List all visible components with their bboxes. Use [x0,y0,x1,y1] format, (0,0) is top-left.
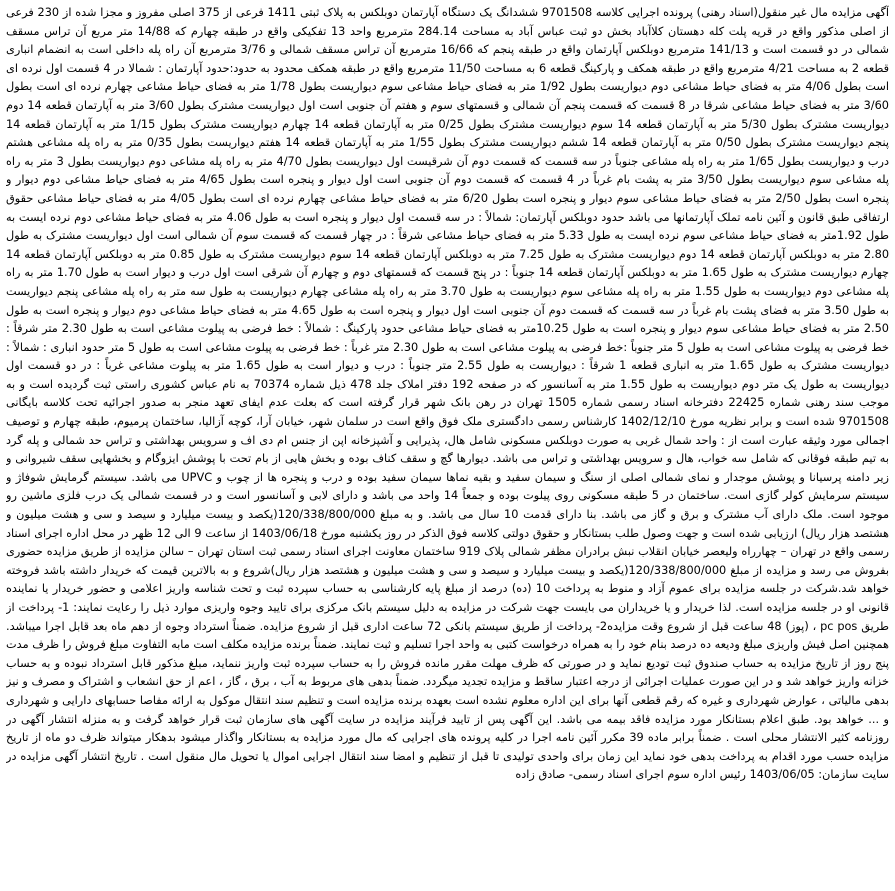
auction-notice-document [6,4,889,887]
auction-notice-body: آگهی مزایده مال غیر منقول(اسناد رهنی) پرونده اجرایی کلاسه 9701508 ششدانگ یک دستگاه آپارتمان دوبلکس به پلاک ثبتی 1411 فرعی از 375 اصلی مفروز و مجزا شده از 230 فرعی از اصلی مذکور واقع در قریه پلت کله دهستان کلاآباد بخش دو ثبت عباس آباد به مساحت 284.14 مترمربع واحد 13 تفکیکی واقع در طبقه چهارم که 14/88 متر مربع آن تراس مسقف شمالی در دو قسمت است و 141/13 مترمربع دوبلکس آپارتمان واقع در طبقه پنجم که 16/66 مترمربع آن تراس مسقف شمالی و 3/76 مترمربع آن راه پله داخلی است به انضمام انباری قطعه 2 به مساحت 4/21 مترمربع واقع در طبقه همکف و پارکینگ قطعه 6 به مساحت 11/50 مترمربع واقع در طبقه همکف محدود به حدود:حدود آپارتمان : شمالا در 4 قسمت اول نرده ای است بطول 4/06 متر به فضای حیاط مشاعی دوم دیواریست بطول 1/92 متر به فضای حیاط مشاعی سوم دیواریست بطول 1/78 متر به فضای حیاط مشاعی چهارم نرده ای است بطول 3/60 متر به فضای حیاط مشاعی شرقا در 8 قسمت که قسمت پنجم آن شمالی و قسمتهای سوم و هفتم آن جنوبی است اول دیواریست مشترک بطول 3/60 متر به آپارتمان قطعه 14 دوم دیواریست مشترک بطول 5/30 متر به آپارتمان قطعه 14 سوم دیواریست مشترک بطول 0/25 متر به آپارتمان قطعه 14 چهارم دیواریست مشترک بطول 1/15 متر به آپارتمان قطعه 14 پنجم دیواریست مشترک بطول 0/50 متر به آپارتمان قطعه 14 ششم دیواریست مشترک بطول 1/55 متر به آپارتمان قطعه 14 هفتم دیواریست بطول 0/35 متر به راه پله مشاعی هشتم درب و دیواریست بطول 1/65 متر به راه پله مشاعی جنوباً در سه قسمت که قسمت دوم آن شرقیست اول دیواریست بطول 4/70 متر به راه پله مشاعی دوم دیواریست بطول 3 متر به راه پله مشاعی سوم دیواریست بطول 3/50 متر به پشت بام غرباً در 4 قسمت که قسمت دوم آن جنوبی است اول دیوار و پنجره است بطول 4/65 متر به فضای حیاط مشاعی دوم دیوار و پنجره است بطول 2/50 متر به فضای حیاط مشاعی سوم دیوار و پنجره است بطول 6/20 متر به فضای حیاط مشاعی چهارم نرده ای است بطول 4/05 متر به فضای حیاط مشاعی حقوق ارتفاقی طبق قانون و آئین نامه تملک آپارتمانها می باشد حدود دوبلکس آپارتمان: شمالاً : در سه قسمت اول دیوار و پنجره است به طول 4.06 متر به فضای حیاط مشاعی دوم نرده ایست به طول 1.92متر به فضای حیاط مشاعی سوم نرده ایست به طول 5.33 متر به فضای حیاط مشاعی شرقاً : در چهار قسمت که قسمت سوم آن شمالی است اول دیواریست مشترک به طول 2.80 متر به دوبلکس آپارتمان قطعه 14 دوم دیواریست مشترک به طول 7.25 متر به دوبلکس آپارتمان قطعه 14 سوم دیواریست مشترک به طول 0.85 متر به دوبلکس آپارتمان قطعه 14 چهارم دیواریست مشترک به طول 1.65 متر به دوبلکس آپارتمان قطعه 14 جنوباً : در پنج قسمت که قسمتهای دوم و چهارم آن شرقی است اول درب و دیوار است به طول 1.70 متر به راه پله مشاعی دوم دیواریست به طول 1.55 متر به راه پله مشاعی سوم دیواریست به طول 3.70 متر به راه پله مشاعی چهارم دیواریست به طول سه متر به راه پله مشاعی پنجم دیواریست به طول 3.50 متر به فضای پشت بام غرباً در سه قسمت که قسمت دوم آن جنوبی است اول دیوار و پنجره است به طول 4.65 متر به فضای حیاط مشاعی دوم دیوار و پنجره است به طول 2.50 متر به فضای حیاط مشاعی سوم دیوار و پنجره است به طول 10.25متر به فضای حیاط مشاعی حدود پارکینگ : شمالاً : خط فرضی به پیلوت مشاعی است به طول 2.30 متر شرقاً : خط فرضی به پیلوت مشاعی است به طول 5 متر جنوباً :خط فرضی به پیلوت مشاعی است به طول 2.30 متر غرباً : خط فرضی به پیلوت مشاعی است به طول 5 متر حدود انباری : شمالاً : دیواریست مشترک به طول 1.65 متر به انباری قطعه 1 شرقاً : دیواریست به طول 2.55 متر جنوباً : درب و دیوار است به طول 1.65 متر به پیلوت مشاعی غرباً : در دو قسمت اول دیواریست به طول یک متر دوم دیواریست به طول 1.55 متر به آسانسور که در صفحه 192 دفتر املاک جلد 478 ذیل شماره 70374 به نام عباس کشوری راستی ثبت گردیده است و به موجب سند رهنی شماره 22425 دفترخانه اسناد رسمی شماره 1505 تهران در رهن بانک شهر قرار گرفته است که بعلت عدم ایفای تعهد منجر به صدور اجرائیه تحت کلاسه بایگانی 9701508 شده است و برابر نظریه مورخ 1402/12/10 کارشناس رسمی دادگستری ملک فوق واقع است در سلمان شهر، خیابان آرا، کوچه آزالیا، ساختمان پرمیوم، طبقه چهارم و توصیف اجمالی مورد وثیقه عبارت است از : واحد شمال غربی به صورت دوبلکس مسکونی شامل هال، پذیرایی و آشپزخانه اپن از جنس ام دی اف و سرویس بهداشتی و تراس حد شمالی و پله گرد به تیم طبقه فوقانی که شامل سه خواب، هال و سرویس بهداشتی و تراس می باشد. دیوارها گچ و سقف کناف بوده و بخش هایی از بام تحت با پوشش ایزوگام و بخشهایی سقف شیروانی و زیر دامنه پرسیانا و پوشش موجدار و نمای شمالی اصلی از سنگ و سیمان سفید و بقیه نماها سیمان سفید بوده و درب و پنجره ها از چوب و UPVC می باشد. سیستم گرمایش شوفاژ و سیستم سرمایش کولر گازی است. ساختمان در 5 طبقه مسکونی روی پیلوت بوده و جمعاً 14 واحد می باشد و دارای لابی و آسانسور است و در قسمت شمالی یک درب فلزی ماشین رو موجود است. ملک دارای آب مشترک و برق و گاز می باشد. بنا دارای قدمت 10 سال می باشد. و به مبلغ 120/338/800/000(یکصد و بیست میلیارد و سیصد و سی و هشت میلیون و هشتصد هزار ریال) ارزیابی شده است و جهت وصول طلب بستانکار و حقوق دولتی کلاسه فوق الذکر در روز یکشنبه مورخ 1403/06/18 از ساعت 9 الی 12 ظهر در محل اداره اجرای اسناد رسمی واقع در تهران – چهارراه ولیعصر خیابان انقلاب نبش برادران مظفر شمالی پلاک 919 ساختمان معاونت اجرای اسناد رسمی ثبت استان تهران – سالن مزایده از طریق مزایده حضوری بفروش می رسد و مزایده از مبلغ 120/338/800/000(یکصد و بیست میلیارد و سیصد و سی و هشت میلیون و هشتصد هزار ریال)شروع و به بالاترین قیمت که خریدار داشته باشد فروخته خواهد شد.شرکت در جلسه مزایده برای عموم آزاد و منوط به پرداخت 10 (ده) درصد از مبلغ پایه کارشناسی به حساب سپرده ثبت و تحت شناسه واریز اعلامی و حضور خریدار یا نماینده قانونی او در جلسه مزایده است. لذا خریدار و یا خریداران می بایست جهت شرکت در مزایده به دلیل سیستم بانک مرکزی برای تایید وجوه واریزی موارد ذیل را رعایت نمایند: 1- پرداخت از طریق pc pos ، (پوز) 48 ساعت قبل از شروع وقت مزایده2- پرداخت از طریق سیستم بانکی 72 ساعت اداری قبل از شروع مزایده. ضمناً استرداد وجوه از دهم ماه بعد قابل اجرا میباشد. همچنین اصل فیش واریزی مبلغ ودیعه ده درصد بنام خود را به همراه درخواست کتبی به واحد اجرا تسلیم و ثبت نمایند. ضمناً برنده مزایده مکلف است مابه التفاوت مبلغ فروش را ظرف مدت پنج روز از تاریخ مزایده به حساب صندوق ثبت تودیع نماید و در صورتی که ظرف مهلت مقرر مانده فروش را به حساب سپرده ثبت واریز ننماید، مبلغ مذکور قابل استرداد نبوده و به حساب خزانه واریز خواهد شد و در این صورت عملیات اجرائی از درجه اعتبار ساقط و مزایده تجدید میگردد. ضمناً بدهی های مربوط به آب ، برق ، گاز ، اعم از حق انشعاب و اشتراک و مصرف و نیز بدهی مالیاتی ، عوارض شهرداری و غیره که رقم قطعی آنها برای این اداره معلوم نشده است بعهده برنده مزایده است و تنظیم سند انتقال موکول به ارائه مفاصا حسابهای دارایی و شهرداری و ... خواهد بود. طبق اعلام بستانکار مورد مزایده فاقد بیمه می باشد. این آگهی پس از تایید فرآیند مزایده در سایت آگهی های سازمان ثبت قرار خواهد گرفت و به منزله انتشار آگهی در روزنامه کثیر الانتشار محلی است . ضمناً برابر ماده 39 مکرر آئین نامه اجرا در کلیه پرونده های اجرایی که مال مورد مزایده به بستانکار واگذار میشود بدهکار میتواند ظرف دو ماه از تاریخ مزایده حسب مورد اقدام به پرداخت بدهی خود نماید این زمان برای واحدی تولیدی تا قبل از تنظیم و امضا سند انتقال اجرایی اموال یا تحویل مال منقول است . تاریخ انتشار آگهی مزایده در سایت سازمان: 1403/06/05 رئیس اداره سوم اجرای اسناد رسمی- صادق زاده [6,6,889,782]
